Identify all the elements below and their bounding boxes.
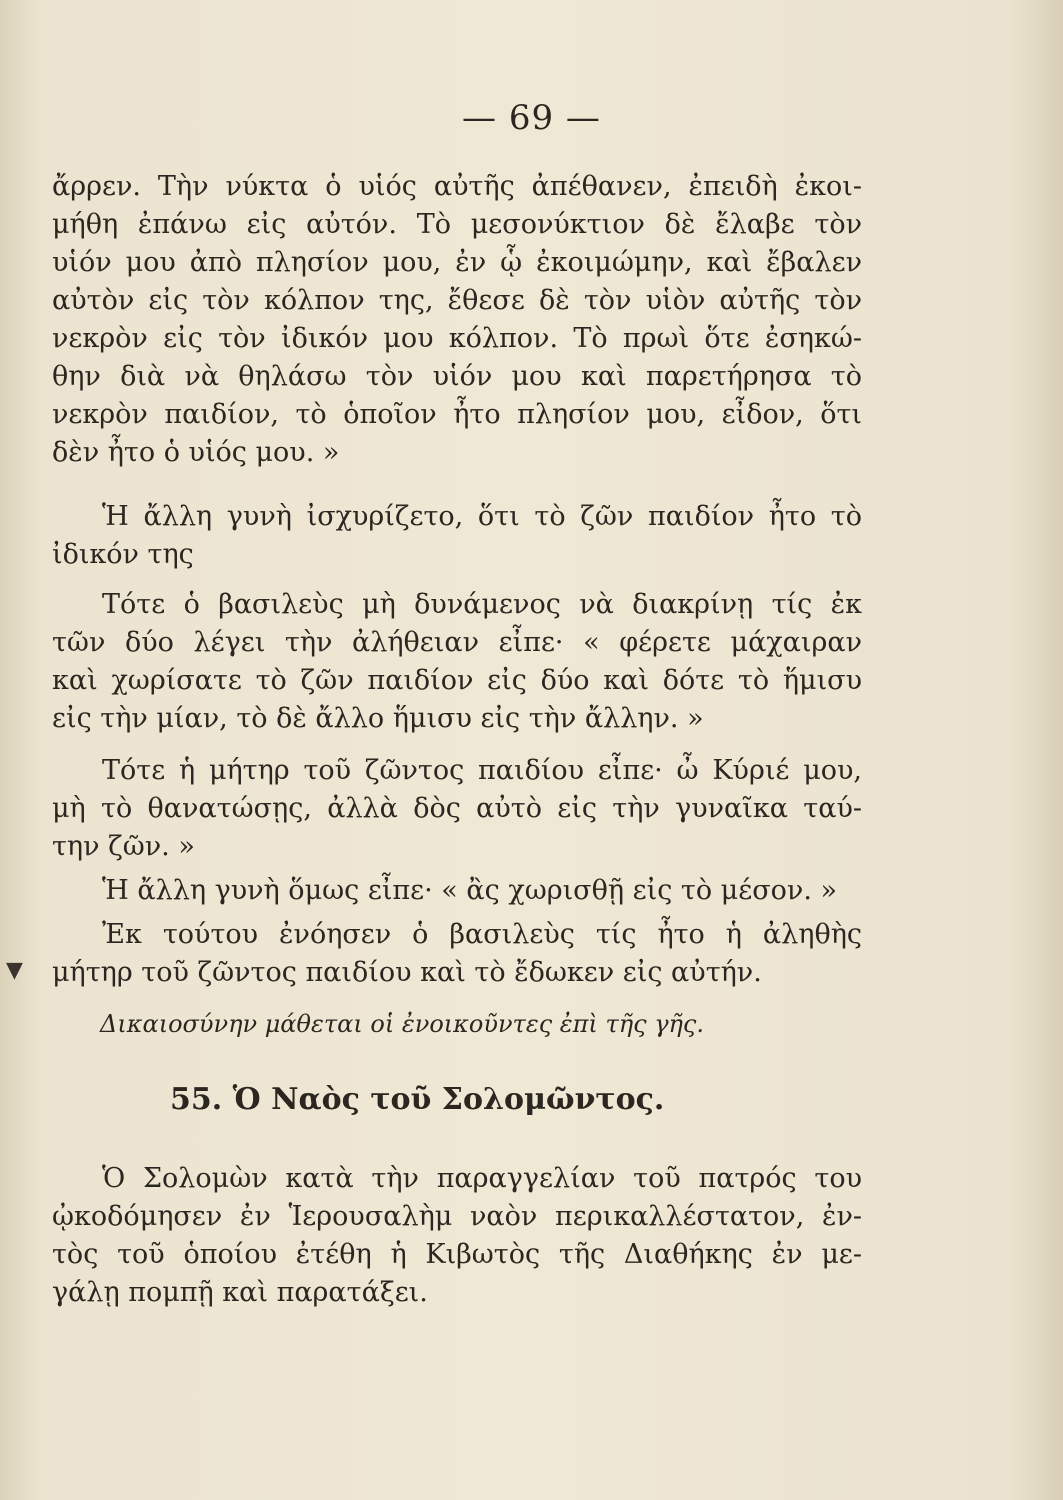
- paragraph-mother: [52, 752, 862, 866]
- text-line: Τότε ἡ μήτηρ τοῦ ζῶντος παιδίου εἶπε· ὦ Κύριέ μου,: [102, 755, 862, 786]
- text-line: Τότε ὁ βασιλεὺς μὴ δυνάμενος νὰ διακρίνῃ τίς ἐκ: [102, 589, 862, 620]
- section-paragraph: [52, 1160, 862, 1312]
- section-title: 55. Ὁ Ναὸς τοῦ Σολομῶντος.: [170, 1082, 665, 1117]
- page-number: — 69 —: [462, 98, 601, 138]
- text-line: μήθη ἐπάνω εἰς αὐτόν. Τὸ μεσονύκτιον δὲ ἔλαβε τὸν: [52, 209, 862, 240]
- margin-arrow-icon: ▼: [6, 958, 23, 983]
- text-line: Ἐκ τούτου ἐνόησεν ὁ βασιλεὺς τίς ἦτο ἡ ἀληθὴς: [102, 919, 862, 950]
- story-paragraph: [52, 168, 862, 472]
- text-line: καὶ χωρίσατε τὸ ζῶν παιδίον εἰς δύο καὶ δότε τὸ ἥμισυ: [52, 665, 862, 696]
- text-line: υἱόν μου ἀπὸ πλησίον μου, ἐν ᾧ ἐκοιμώμην, καὶ ἔβαλεν: [52, 247, 862, 278]
- text-line: ᾠκοδόμησεν ἐν Ἱερουσαλὴμ ναὸν περικαλλέστατον, ἐν-: [52, 1201, 862, 1232]
- text-line: μήτηρ τοῦ ζῶντος παιδίου καὶ τὸ ἔδωκεν εἰς αὐτήν.: [52, 957, 762, 988]
- text-line: Ὁ Σολομὼν κατὰ τὴν παραγγελίαν τοῦ πατρός του: [102, 1163, 862, 1194]
- text-line: εἰς τὴν μίαν, τὸ δὲ ἄλλο ἥμισυ εἰς τὴν ἄλλην. »: [52, 703, 704, 734]
- paragraph-divide: [52, 872, 862, 910]
- text-line: την ζῶν. »: [52, 831, 195, 862]
- text-line: μὴ τὸ θανατώσῃς, ἀλλὰ δὸς αὐτὸ εἰς τὴν γυναῖκα ταύ-: [52, 793, 862, 824]
- text-line: τῶν δύο λέγει τὴν ἀλήθειαν εἶπε· « φέρετε μάχαιραν: [52, 627, 862, 658]
- proverb: Δικαιοσύνην μάθεται οἱ ἐνοικοῦντες ἐπὶ τῆς γῆς.: [100, 1010, 704, 1038]
- text-line: νεκρὸν παιδίον, τὸ ὁποῖον ἦτο πλησίον μου, εἶδον, ὅτι: [52, 399, 862, 430]
- text-line: τὸς τοῦ ὁποίου ἐτέθη ἡ Κιβωτὸς τῆς Διαθήκης ἐν με-: [52, 1239, 862, 1270]
- text-line: ἄρρεν. Τὴν νύκτα ὁ υἱός αὐτῆς ἀπέθανεν, ἐπειδὴ ἐκοι-: [52, 171, 862, 202]
- text-line: Ἡ ἄλλη γυνὴ ὅμως εἶπε· « ἂς χωρισθῇ εἰς τὸ μέσον. »: [102, 875, 837, 906]
- text-line: θην διὰ νὰ θηλάσω τὸν υἱόν μου καὶ παρετήρησα τὸ: [52, 361, 862, 392]
- text-line: ἰδικόν της: [52, 539, 194, 570]
- text-line: δὲν ἦτο ὁ υἱός μου. »: [52, 437, 340, 468]
- text-line: Ἡ ἄλλη γυνὴ ἰσχυρίζετο, ὅτι τὸ ζῶν παιδίον ἦτο τὸ: [102, 501, 862, 532]
- text-line: γάλῃ πομπῇ καὶ παρατάξει.: [52, 1277, 428, 1308]
- text-line: νεκρὸν εἰς τὸν ἰδικόν μου κόλπον. Τὸ πρωὶ ὅτε ἐσηκώ-: [52, 323, 862, 354]
- paragraph-king: [52, 586, 862, 738]
- text-line: αὐτὸν εἰς τὸν κόλπον της, ἔθεσε δὲ τὸν υἱὸν αὐτῆς τὸν: [52, 285, 862, 316]
- paragraph-other-woman: [52, 498, 862, 574]
- paragraph-conclusion: [52, 916, 862, 992]
